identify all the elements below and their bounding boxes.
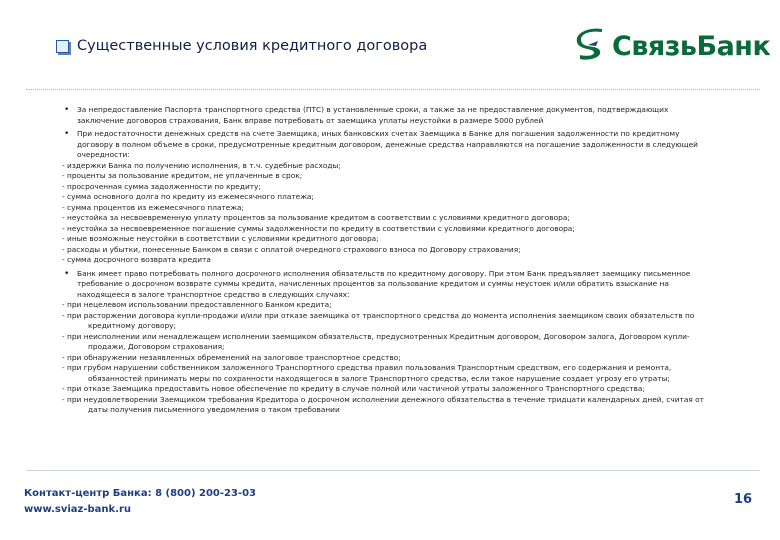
list-item: - при расторжении договора купли-продажи и/или при отказе заемщика от транспортного средства до момента исполнения заемщиком своих обязательств по кредитному договору; bbox=[62, 310, 695, 330]
list-item: - сумма основного долга по кредиту из ежемесячного платежа; bbox=[62, 192, 314, 201]
list-item: - расходы и убытки, понесенные Банком в связи с оплатой очередного страхового взноса по Договору страхования; bbox=[62, 244, 521, 254]
bullet-item: • При недостаточности денежных средств на счете Заемщика, иных банковских счетах Заемщика в Банке для погашения задолженности по кредитному договору в полном объеме в сроки, предусмотренные кредитным договором, денежные средства направляются на погашение задолженности в следующей очередности: bbox=[62, 129, 704, 161]
bank-logo-text: СвязьБанк bbox=[612, 30, 771, 62]
list-item: - сумма досрочного возврата кредита bbox=[62, 255, 211, 264]
list-item: - иные возможные неустойки в соответствии с условиями кредитного договора; bbox=[62, 234, 379, 243]
list-item: - проценты за пользование кредитом, не уплаченные в срок; bbox=[62, 171, 303, 180]
list-item: - просроченная сумма задолженности по кредиту; bbox=[62, 181, 261, 191]
list-item: - при отказе Заемщика предоставить новое обеспечение по кредиту в случае полной или частичной утраты заложенного Транспортного средства; bbox=[62, 384, 645, 393]
bank-logo-icon bbox=[576, 28, 606, 64]
footer-divider bbox=[26, 470, 760, 471]
list-item: - при неудовлетворении Заемщиком требования Кредитора о досрочном исполнении денежного обязательства в течение тридцати календарных дней, считая от даты получения письменного уведомления о таком требовании bbox=[62, 394, 704, 414]
bullet-item: • Банк имеет право потребовать полного досрочного исполнения обязательств по кредитному договору. При этом Банк предъявляет заемщику письменное требование о досрочном возврате суммы кредита, начисленных процентов за пользование кредитом и суммы неустоек и/или обратить взыскание на находящееся в залоге транспортное средство в следующих случаях: bbox=[62, 269, 704, 301]
page-title: Существенные условия кредитного договора bbox=[77, 38, 428, 54]
website-link[interactable]: www.sviaz-bank.ru bbox=[24, 504, 132, 515]
list-item: - при нецелевом использовании предоставленного Банком кредита; bbox=[62, 300, 332, 309]
page-number: 16 bbox=[734, 492, 753, 507]
list-item: - сумма процентов из ежемесячного платежа; bbox=[62, 202, 245, 212]
contact-center-phone: Контакт-центр Банка: 8 (800) 200-23-03 bbox=[24, 488, 257, 499]
header-divider bbox=[26, 89, 760, 90]
list-item: - неустойка за несвоевременное погашение суммы задолженности по кредиту в соответствии с условиями кредитного договора; bbox=[62, 223, 575, 233]
list-item: - при обнаружении незаявленных обременений на залоговое транспортное средство; bbox=[62, 352, 401, 362]
title-area bbox=[56, 38, 427, 54]
list-item: - при неисполнении или ненадлежащем исполнении заемщиком обязательств, предусмотренных Кредитным договором, Договором залога, Договором купли-продажи, Договором страхования; bbox=[62, 331, 690, 351]
footer-contacts bbox=[24, 486, 256, 518]
checkbox-bullet-icon bbox=[56, 40, 69, 53]
conditions-list bbox=[62, 102, 704, 416]
bank-logo bbox=[576, 28, 770, 64]
bullet-item: • За непредоставление Паспорта транспортного средства (ПТС) в установленные сроки, а также за не предоставление документов, подтверждающих заключение договоров страхования, Банк вправе потребовать от заемщика уплаты неустойки в размере 5000 рублей bbox=[62, 105, 704, 126]
list-item: - при грубом нарушении собственником заложенного Транспортного средства правил пользования Транспортным средством, его содержания и ремонта, обязанностей принимать меры по сохранности находящегося в залоге Транспортного средства, если такое нарушение создает угрозу его утраты; bbox=[62, 363, 672, 383]
list-item: - издержки Банка по получению исполнения, в т.ч. судебные расходы; bbox=[62, 160, 341, 170]
list-item: - неустойка за несвоевременную уплату процентов за пользование кредитом в соответствии с условиями кредитного договора; bbox=[62, 213, 570, 222]
